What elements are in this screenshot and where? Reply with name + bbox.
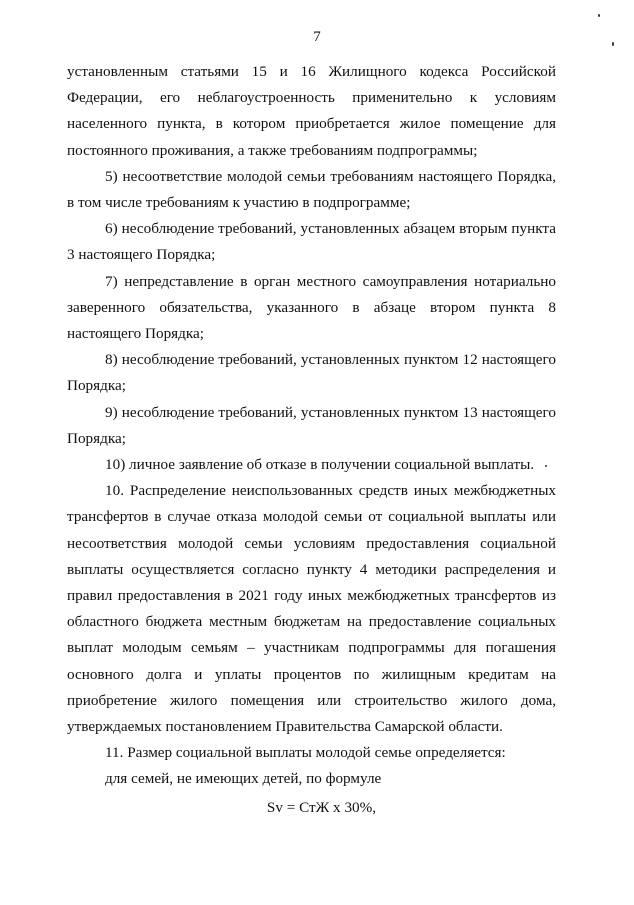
paragraph: 11. Размер социальной выплаты молодой семье определяется: <box>105 744 506 762</box>
paragraph: 10. Распределение неиспользованных средств иных межбюджетных трансфертов в случае отказа молодой семьи от социальной выплаты или несоответствия молодой семьи условиям предоставления социальной выплаты осуществляется согласно пункту 4 методики распределения и правил предоставления в 2021 году иных межбюджетных трансфертов из областного бюджета местным бюджетам на предоставление социальных выплат молодым семьям – участникам подпрограммы для погашения основного долга и уплаты процентов по жилищным кредитам на приобретение жилого помещения или строительство жилого дома, утверждаемых постановлением Правительства Самарской области. <box>67 482 556 736</box>
paragraph: для семей, не имеющих детей, по формуле <box>105 770 382 788</box>
scan-speck <box>612 42 614 46</box>
document-body <box>67 59 556 821</box>
scan-speck <box>598 14 600 17</box>
list-item: 10) личное заявление об отказе в получении социальной выплаты. <box>105 456 535 474</box>
page-number: 7 <box>313 29 321 45</box>
list-item: 7) непредставление в орган местного самоуправления нотариально заверенного обязательства, указанного в абзаце втором пункта 8 настоящего Порядка; <box>67 272 556 343</box>
scan-speck <box>545 465 547 467</box>
list-item: 5) несоответствие молодой семьи требованиям настоящего Порядка, в том числе требованиям к участию в подпрограмме; <box>67 167 556 212</box>
formula: Sv = СтЖ x 30%, <box>266 798 377 816</box>
list-item: 8) несоблюдение требований, установленных пунктом 12 настоящего Порядка; <box>67 351 556 395</box>
list-item: 6) несоблюдение требований, установленных абзацем вторым пункта 3 настоящего Порядка; <box>67 220 556 264</box>
list-item: 9) несоблюдение требований, установленных пунктом 13 настоящего Порядка; <box>67 403 556 447</box>
paragraph: установленным статьями 15 и 16 Жилищного кодекса Российской Федерации, его неблагоустроенность применительно к условиям населенного пункта, в котором приобретается жилое помещение для постоянного проживания, а также требованиям подпрограммы; <box>67 63 556 159</box>
